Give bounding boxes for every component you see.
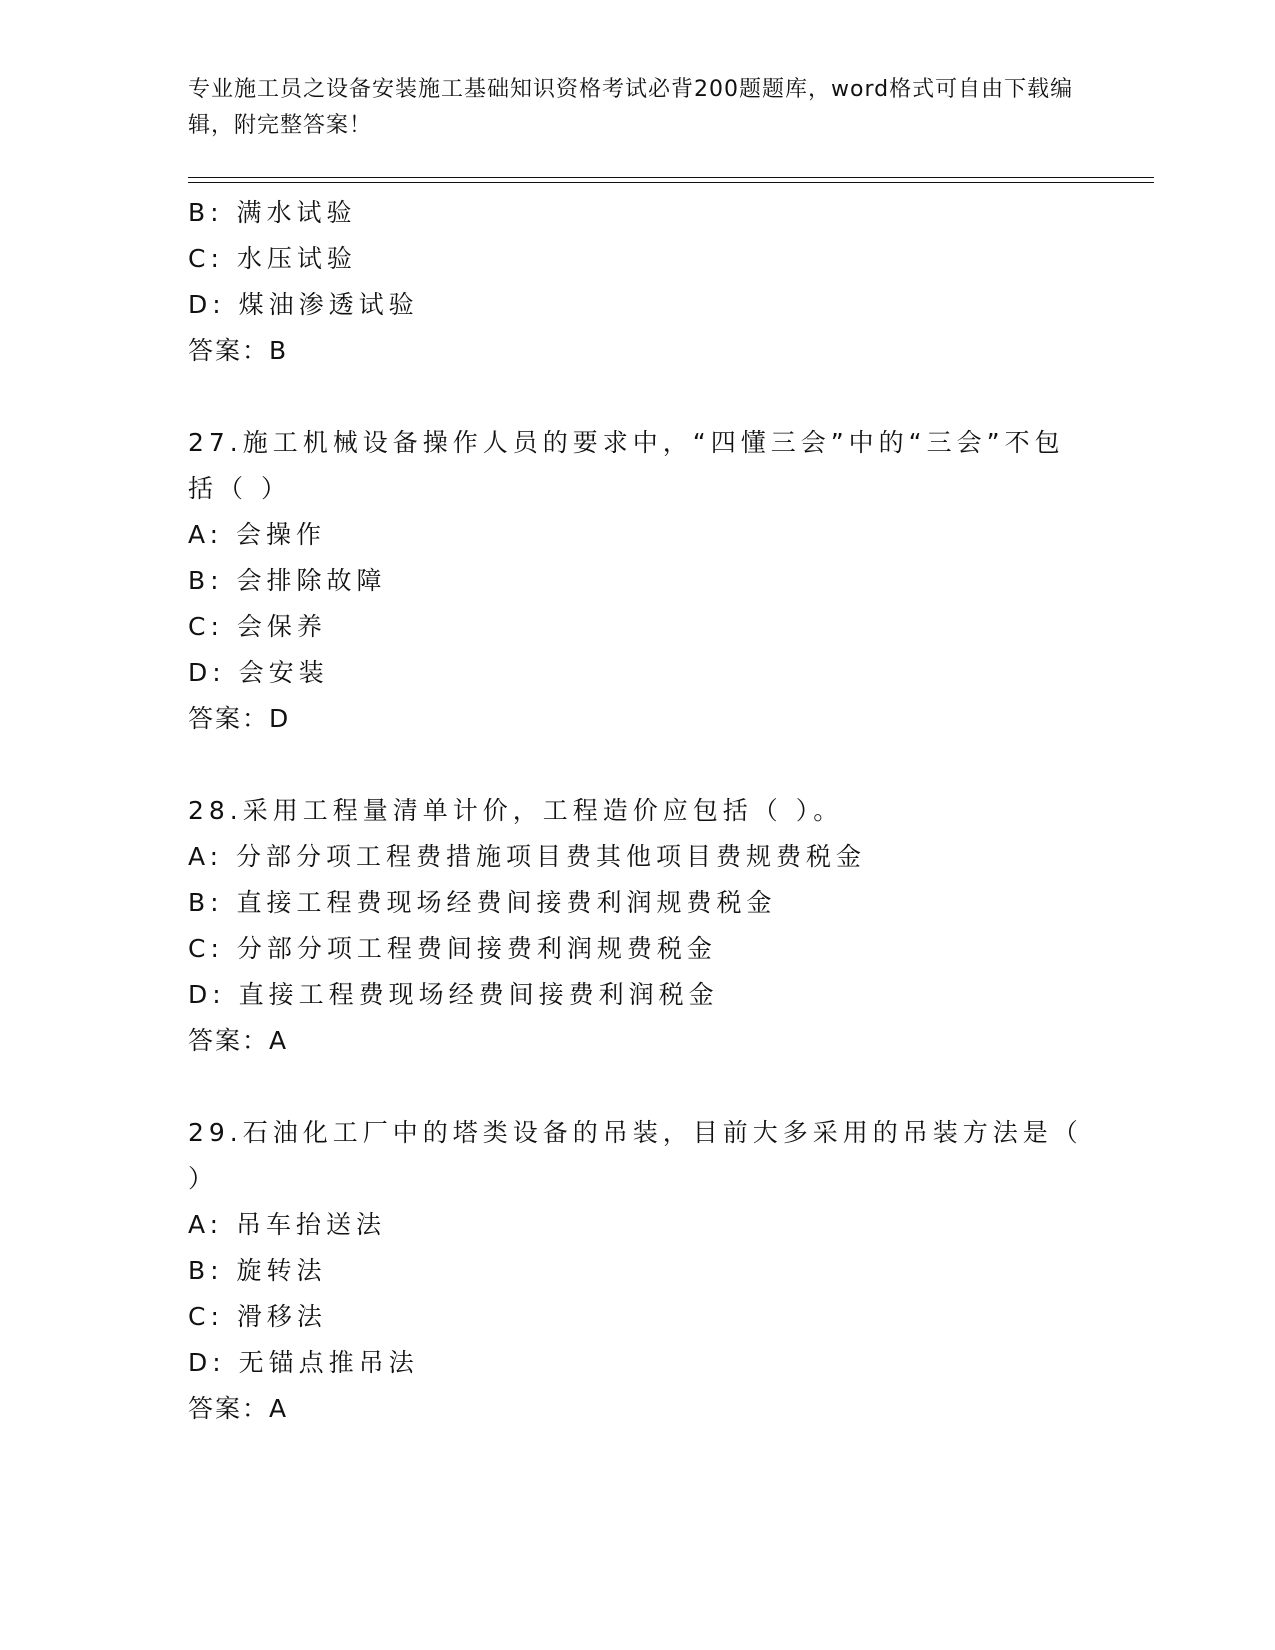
- option-d: D: 无锚点推吊法: [188, 1348, 419, 1377]
- document-header: [188, 72, 1088, 144]
- question-stem: 28.采用工程量清单计价，工程造价应包括（ ）。: [188, 796, 844, 825]
- question-stem: 29.石油化工厂中的塔类设备的吊装，目前大多采用的吊装方法是（ ）: [188, 1118, 1083, 1193]
- option-b: B: 直接工程费现场经费间接费利润规费税金: [188, 888, 777, 917]
- spacer: [188, 1064, 1088, 1110]
- header-divider-top: [188, 177, 1154, 178]
- option-a: A: 分部分项工程费措施项目费其他项目费规费税金: [188, 842, 867, 871]
- option-c: C: 会保养: [188, 612, 327, 641]
- spacer: [188, 374, 1088, 420]
- option-d: D: 煤油渗透试验: [188, 290, 419, 319]
- option-c: C: 分部分项工程费间接费利润规费税金: [188, 934, 717, 963]
- partial-question: [188, 190, 1088, 374]
- question-27: [188, 420, 1088, 742]
- spacer: [188, 742, 1088, 788]
- answer: 答案：D: [188, 704, 291, 733]
- question-28: [188, 788, 1088, 1064]
- answer: 答案：A: [188, 1026, 289, 1055]
- header-divider-bottom: [188, 182, 1154, 183]
- option-b: B: 满水试验: [188, 198, 357, 227]
- option-d: D: 直接工程费现场经费间接费利润税金: [188, 980, 719, 1009]
- option-d: D: 会安装: [188, 658, 329, 687]
- answer: 答案：B: [188, 336, 289, 365]
- answer: 答案：A: [188, 1394, 289, 1423]
- header-text: 专业施工员之设备安装施工基础知识资格考试必背200题题库，word格式可自由下载编辑，附完整答案！: [188, 77, 1074, 138]
- option-a: A: 吊车抬送法: [188, 1210, 387, 1239]
- option-b: B: 会排除故障: [188, 566, 387, 595]
- option-a: A: 会操作: [188, 520, 327, 549]
- question-stem: 27.施工机械设备操作人员的要求中，“四懂三会”中的“三会”不包括（ ）: [188, 428, 1065, 503]
- question-29: [188, 1110, 1088, 1432]
- option-c: C: 水压试验: [188, 244, 357, 273]
- option-b: B: 旋转法: [188, 1256, 327, 1285]
- option-c: C: 滑移法: [188, 1302, 327, 1331]
- question-list: [188, 190, 1088, 1432]
